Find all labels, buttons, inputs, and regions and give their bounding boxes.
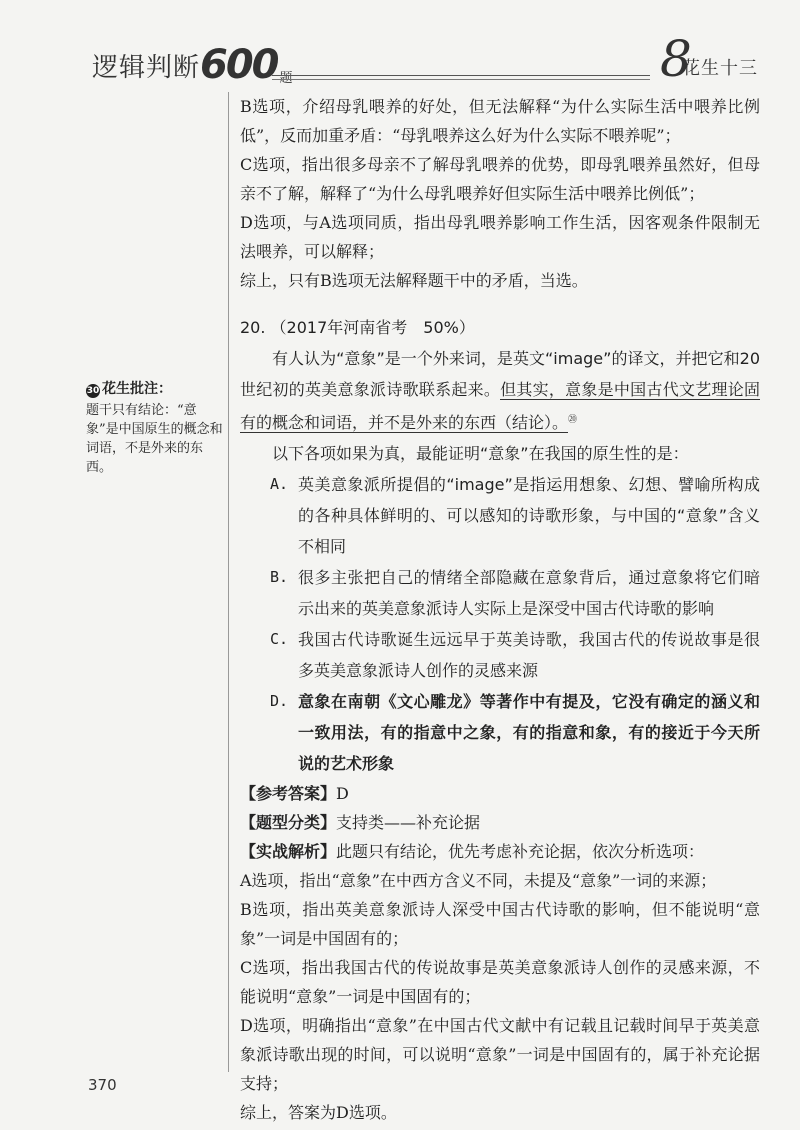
page-number: 370 — [88, 1076, 117, 1094]
option-d-label: D. — [270, 692, 289, 711]
side-note-title — [86, 380, 226, 399]
option-a-label: A. — [270, 475, 289, 494]
option-c-label: C. — [270, 630, 289, 649]
reference-answer-value: D — [336, 784, 349, 804]
header-rule-secondary — [272, 79, 650, 80]
analysis-d: D选项，明确指出“意象”在中国古代文献中有记载且记载时间早于英美意象派诗歌出现的时间，可以说明“意象”一词是中国固有的，属于补充论据支持； — [240, 1016, 760, 1094]
option-b-label: B. — [270, 568, 289, 587]
book-title-number: 600 — [200, 42, 278, 88]
brand-text: 花生十三 — [682, 58, 758, 79]
main-content — [240, 92, 760, 1127]
analysis-summary: 综上，答案为D选项。 — [240, 1103, 397, 1123]
reference-answer — [240, 779, 760, 808]
reference-answer-label: 【参考答案】 — [240, 784, 337, 804]
margin-divider — [228, 92, 229, 1072]
option-a-text: 英美意象派所提倡的“image”是指运用想象、幻想、譬喻所构成的各种具体鲜明的、可以感知的诗歌形象，与中国的“意象”含义不相同 — [298, 475, 760, 557]
book-title-suffix: 题 — [279, 71, 294, 86]
option-b-text: 很多主张把自己的情绪全部隐藏在意象背后，通过意象将它们暗示出来的英美意象派诗人实际上是深受中国古代诗歌的影响 — [298, 568, 760, 619]
prev-analysis-b: B选项，介绍母乳喂养的好处，但无法解释“为什么实际生活中喂养比例低”，反而加重矛盾：“母乳喂养这么好为什么实际不喂养呢”； — [240, 97, 760, 145]
section-gap — [240, 295, 760, 313]
brand-mark: 8 — [660, 30, 692, 88]
question-stem — [240, 343, 760, 438]
option-a — [240, 469, 760, 562]
side-note-text: 题干只有结论：“意象”是中国原生的概念和词语，不是外来的东西。 — [86, 403, 223, 475]
stem-plain: 有人认为“意象”是一个外来词，是英文“image”的译文，并把它和20世纪初的英美意象派诗歌联系起来。 — [240, 349, 760, 399]
question-type-value: 支持类——补充论据 — [336, 813, 481, 833]
question-prompt: 以下各项如果为真，最能证明“意象”在我国的原生性的是： — [272, 444, 689, 464]
question-header — [240, 313, 760, 343]
prev-analysis-d: D选项，与A选项同质，指出母乳喂养影响工作生活，因客观条件限制无法喂养，可以解释； — [240, 213, 760, 261]
option-d-text: 意象在南朝《文心雕龙》等著作中有提及，它没有确定的涵义和一致用法，有的指意中之象，有的指意和象，有的接近于今天所说的艺术形象 — [298, 692, 760, 774]
question-number: 20. — [240, 318, 266, 337]
prev-analysis-c: C选项，指出很多母亲不了解母乳喂养的优势，即母乳喂养虽然好，但母亲不了解，解释了“为什么母乳喂养好但实际生活中喂养比例低”； — [240, 155, 760, 203]
option-d — [240, 686, 760, 779]
analysis-c: C选项，指出我国古代的传说故事是英美意象派诗人创作的灵感来源，不能说明“意象”一词是中国固有的； — [240, 958, 760, 1007]
analysis-b: B选项，指出英美意象派诗人深受中国古代诗歌的影响，但不能说明“意象”一词是中国固有的； — [240, 900, 760, 949]
note-mark: ⑳ — [568, 415, 578, 425]
option-b — [240, 562, 760, 624]
analysis-intro — [240, 837, 760, 866]
brand-logo — [660, 30, 772, 88]
side-note-number: 30 — [86, 386, 100, 396]
analysis-intro-text: 此题只有结论，优先考虑补充论据，依次分析选项： — [336, 842, 705, 862]
page-header — [0, 0, 800, 92]
question-type-label: 【题型分类】 — [240, 813, 337, 833]
question-type — [240, 808, 760, 837]
book-title-cn: 逻辑判断 — [92, 53, 201, 83]
side-note — [86, 380, 226, 477]
book-title — [92, 40, 294, 86]
stem-conclusion: 但其实，意象是中国古代文艺理论固有的概念和词语，并不是外来的东西（结论）。 — [240, 380, 760, 433]
prev-analysis-summary: 综上，只有B选项无法解释题干中的矛盾，当选。 — [240, 271, 588, 290]
analysis-a: A选项，指出“意象”在中西方含义不同，未提及“意象”一词的来源； — [240, 871, 717, 891]
question-source: （2017年河南省考 50%） — [270, 318, 475, 337]
side-note-title-text: 花生批注： — [102, 381, 172, 397]
header-rule — [272, 75, 650, 76]
analysis-label: 【实战解析】 — [240, 842, 337, 862]
option-c-text: 我国古代诗歌诞生远远早于英美诗歌，我国古代的传说故事是很多英美意象派诗人创作的灵感来源 — [298, 630, 760, 681]
option-c — [240, 624, 760, 686]
